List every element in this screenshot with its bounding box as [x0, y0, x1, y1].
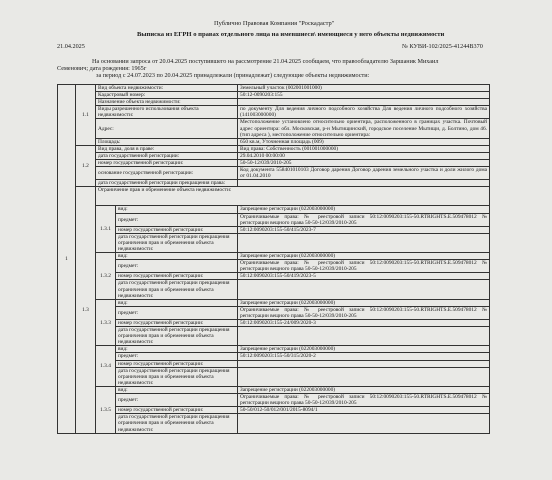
- table-row: [58, 152, 490, 159]
- table-row: [58, 138, 490, 145]
- row-number-1-1: 1.1: [76, 85, 96, 146]
- table-row: [58, 106, 490, 119]
- cell-value: 50-50-12/039/2010-205: [238, 160, 490, 167]
- table-row: [58, 320, 490, 327]
- cell-label: номер государственной регистрации:: [116, 226, 238, 233]
- cell-label: предмет:: [116, 306, 238, 319]
- cell-label: дата государственной регистрации прекращения ограничения прав и обременения объекта недвижимости:: [116, 367, 238, 386]
- property-table: [57, 84, 490, 434]
- cell-value: 50-50/012-50/012/001/2015-8094/1: [238, 407, 490, 414]
- cell-value: Запрещение регистрации (022003000000): [238, 299, 490, 306]
- cell-value: Запрещение регистрации (022003000000): [238, 253, 490, 260]
- sub-number: 1.3.3: [96, 299, 116, 346]
- table-row: [58, 99, 490, 106]
- cell-value: Код документа 558401010103 Договор дарения Договор дарения земельного участка и доли жилого дома от 01.04.2010: [238, 167, 490, 180]
- cell-value: Ограничиваемые права: № реестровой записи 50:12:0090203:155-50.RTRIGHTS.E.509478012 № регистрации вещного права 50-50-12/039/2010-205: [238, 306, 490, 319]
- document-title: Выписка из ЕГРН о правах отдельного лица на имевшиеся\ имеющиеся у него объекты недвижимости: [137, 31, 445, 38]
- cell-value: 50:12:0090203:155-50/415/2023-7: [238, 226, 490, 233]
- sub-number: 1.3.2: [96, 253, 116, 300]
- cell-value: [238, 280, 490, 299]
- organization-name: Публично Правовая Компания "Роскадастр": [214, 20, 335, 27]
- sub-number: 1.3.4: [96, 346, 116, 387]
- table-row: [58, 85, 490, 92]
- cell-value: 50:12-0090203:155: [238, 92, 490, 99]
- sub-number: 1.3.1: [96, 206, 116, 253]
- table-row: [58, 206, 490, 213]
- cell-label: номер государственной регистрации:: [116, 320, 238, 327]
- cell-label: вид:: [116, 386, 238, 393]
- cell-label: Назначение объекта недвижимости:: [96, 99, 238, 106]
- table-row: [58, 233, 490, 252]
- cell-label: Площадь:: [96, 138, 238, 145]
- table-row: [58, 353, 490, 360]
- row-number-1-2: 1.2: [76, 145, 96, 187]
- cell-label: предмет:: [116, 213, 238, 226]
- cell-value: Местоположение установлено относительно ориентира, расположенного в границах участка. Почтовый адрес ориентира: обл. Московская, р-н Мытищинский, городское поселение Мытищи, д. Болтино, дом 46. (тип адреса ), местоположение относительно ориентира:: [238, 119, 490, 138]
- cell-label: Виды разрешенного использования объекта недвижимости:: [96, 106, 238, 119]
- table-row: [58, 386, 490, 393]
- table-row: [58, 367, 490, 386]
- cell-label: вид:: [116, 253, 238, 260]
- cell-value: 50:12:0090203:155-50/419/2023-5: [238, 273, 490, 280]
- table-row: [58, 273, 490, 280]
- intro-line-3: за период с 24.07.2023 по 20.04.2025 принадлежали (принадлежат) следующие объекты недвижимости:: [96, 72, 370, 79]
- cell-label: предмет:: [116, 394, 238, 407]
- cell-label: Адрес:: [96, 119, 238, 138]
- cell-label: вид:: [116, 299, 238, 306]
- cell-label: предмет:: [116, 260, 238, 273]
- cell-value: Запрещение регистрации (022003000000): [238, 206, 490, 213]
- table-row: [58, 253, 490, 260]
- intro-line-1: На основании запроса от 20.04.2025 поступившего на рассмотрение 21.04.2025 сообщаем, что правообладателю Заршаник Михаил: [92, 58, 439, 65]
- table-row: [58, 160, 490, 167]
- table-row: [58, 407, 490, 414]
- cell-label: дата государственной регистрации прекращения ограничения прав и обременения объекта недвижимости:: [116, 233, 238, 252]
- cell-label: номер государственной регистрации:: [116, 407, 238, 414]
- cell-value: [238, 233, 490, 252]
- table-row: [58, 119, 490, 138]
- cell-value: [238, 367, 490, 386]
- cell-label: дата государственной регистрации прекращения ограничения прав и обременения объекта недвижимости:: [116, 414, 238, 433]
- table-row: [58, 213, 490, 226]
- cell-label: Вид права, доля в праве:: [96, 145, 238, 152]
- table-row: [58, 145, 490, 152]
- cell-label: дата государственной регистрации:: [96, 152, 238, 159]
- cell-label: вид:: [116, 206, 238, 213]
- table-row: [58, 414, 490, 433]
- document-date: 21.04.2025: [57, 43, 85, 50]
- cell-label: Вид объекта недвижимости:: [96, 85, 238, 92]
- table-row: [58, 327, 490, 346]
- table-row: [58, 394, 490, 407]
- table-row: [58, 187, 490, 206]
- cell-label: основание государственной регистрации:: [96, 167, 238, 180]
- cell-value: 650 кв.м, Уточненная площадь (009): [238, 138, 490, 145]
- cell-value: Вид права: Собственность (001001000000): [238, 145, 490, 152]
- cell-value: Запрещение регистрации (022003000000): [238, 386, 490, 393]
- intro-line-2: Семенович; дата рождения: 1965г: [57, 65, 147, 72]
- row-number-1-3: 1.3: [76, 187, 96, 433]
- table-row: [58, 226, 490, 233]
- cell-value: 50:12:0090203:155-24/009/2020-3: [238, 320, 490, 327]
- cell-label: Ограничение прав и обременение объекта недвижимости:: [96, 187, 490, 206]
- table-row: [58, 92, 490, 99]
- table-row: [58, 167, 490, 180]
- cell-value: [238, 180, 490, 187]
- document-number: № КУВИ-102/2025-41244В370: [402, 43, 483, 50]
- cell-value: по документу Для ведения личного подсобного хозяйства Для ведения личного подсобного хозяйства (141003000000): [238, 106, 490, 119]
- cell-value: [238, 360, 490, 367]
- sub-number: 1.3.5: [96, 386, 116, 433]
- row-number-1: 1: [58, 85, 76, 434]
- cell-value: Земельный участок (002001001000): [238, 85, 490, 92]
- cell-value: Ограничиваемые права: № реестровой записи 50:12:0090203:155-50.RTRIGHTS.E.509478012 № регистрации вещного права 50-50-12/039/2010-205: [238, 394, 490, 407]
- cell-value: [238, 99, 490, 106]
- cell-label: Кадастровый номер:: [96, 92, 238, 99]
- cell-label: дата государственной регистрации прекращения ограничения прав и обременения объекта недвижимости:: [116, 327, 238, 346]
- cell-label: номер государственной регистрации:: [96, 160, 238, 167]
- cell-label: предмет:: [116, 353, 238, 360]
- table-row: [58, 360, 490, 367]
- table-row: [58, 180, 490, 187]
- cell-label: номер государственной регистрации:: [116, 360, 238, 367]
- cell-label: дата государственной регистрации прекращения права:: [96, 180, 238, 187]
- table-row: [58, 260, 490, 273]
- cell-value: Ограничиваемые права: № реестровой записи 50:12:0090203:155-50.RTRIGHTS.E.509478012 № регистрации вещного права 50-50-12/039/2010-205: [238, 213, 490, 226]
- cell-value: Запрещение регистрации (022003000000): [238, 346, 490, 353]
- table-row: [58, 346, 490, 353]
- cell-value: [238, 414, 490, 433]
- cell-label: вид:: [116, 346, 238, 353]
- table-row: [58, 280, 490, 299]
- cell-label: дата государственной регистрации прекращения ограничения прав и обременения объекта недвижимости:: [116, 280, 238, 299]
- cell-label: номер государственной регистрации:: [116, 273, 238, 280]
- table-row: [58, 299, 490, 306]
- cell-value: Ограничиваемые права: № реестровой записи 50:12:0090203:155-50.RTRIGHTS.E.509478012 № регистрации вещного права 50-50-12/039/2010-205: [238, 260, 490, 273]
- cell-value: 29.04.2010 00:00:00: [238, 152, 490, 159]
- cell-value: [238, 327, 490, 346]
- cell-value: 50:12:0090203:155-50/315/2020-2: [238, 353, 490, 360]
- table-row: [58, 306, 490, 319]
